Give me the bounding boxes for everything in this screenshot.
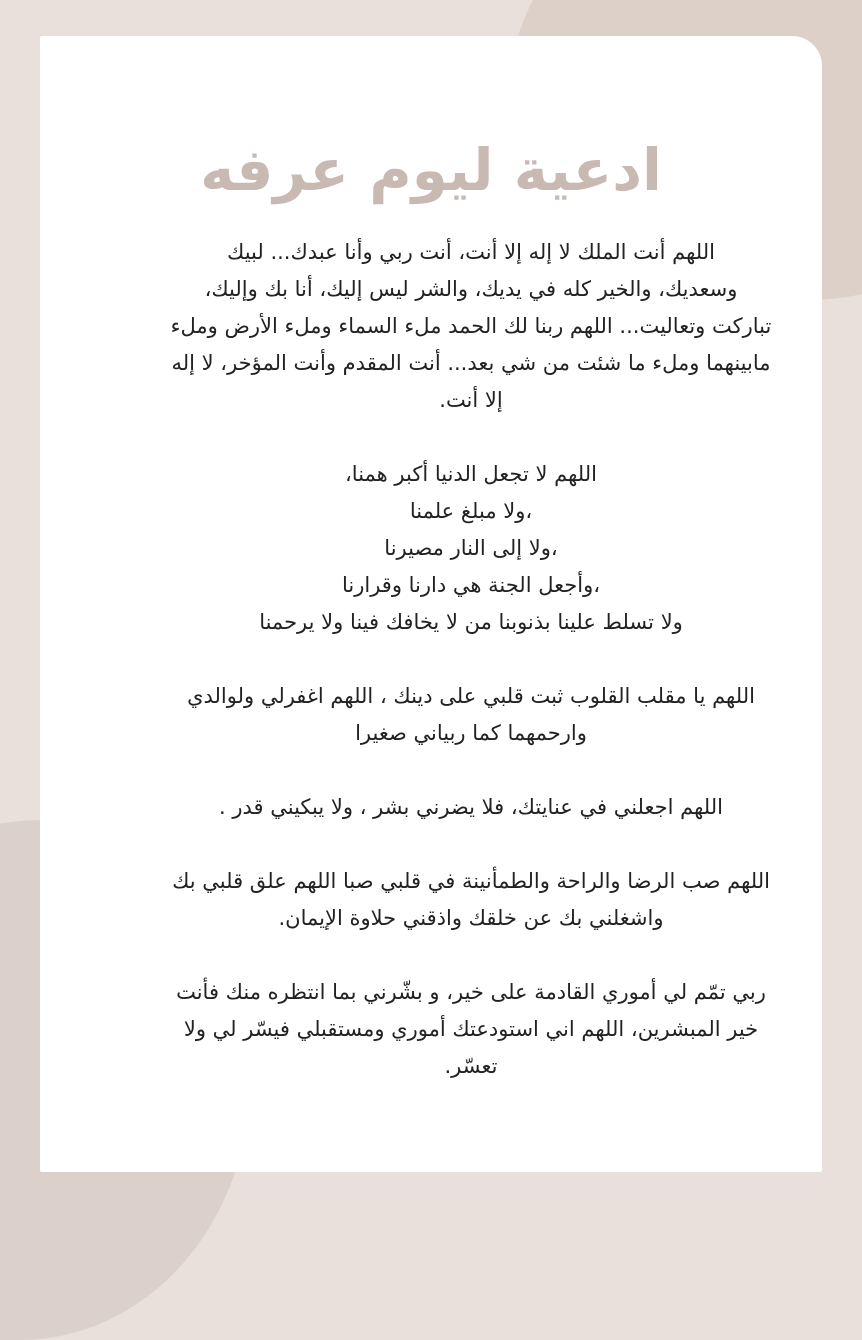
dua-paragraph-3 [130,678,812,752]
dua-content [130,234,812,1122]
text-line: خير المبشرين، اللهم اني استودعتك أموري ومستقبلي فيسّر لي ولا [183,1017,759,1041]
text-line: اللهم اجعلني في عنايتك، فلا يضرني بشر ، ولا يبكيني قدر . [219,795,723,819]
dua-paragraph-1 [130,234,812,419]
text-line: اللهم لا تجعل الدنيا أكبر همنا، [345,462,597,486]
text-line: ،وأجعل الجنة هي دارنا وقرارنا [342,573,600,597]
text-line: وسعديك، والخير كله في يديك، والشر ليس إليك، أنا بك وإليك، [204,277,738,301]
text-line: تباركت وتعاليت... اللهم ربنا لك الحمد ملء السماء وملء الأرض وملء [170,314,772,338]
text-line: إلا أنت. [439,388,503,412]
text-line: مابينهما وملء ما شئت من شي بعد... أنت المقدم وأنت المؤخر، لا إله [171,351,771,375]
text-line: ربي تمّم لي أموري القادمة على خير، و بشّرني بما انتظره منك فأنت [176,980,766,1004]
text-line: اللهم أنت الملك لا إله إلا أنت، أنت ربي وأنا عبدك... لبيك [227,240,715,264]
text-line: واشغلني بك عن خلقك واذقني حلاوة الإيمان. [278,906,664,930]
text-line: تعسّر. [444,1054,498,1078]
dua-paragraph-6 [130,974,812,1085]
page-card [40,36,822,1172]
text-line: اللهم صب الرضا والراحة والطمأنينة في قلبي صبا اللهم علق قلبي بك [172,869,770,893]
text-line: وارحمهما كما ربياني صغيرا [355,721,587,745]
dua-paragraph-4 [130,789,812,826]
text-line: ،ولا مبلغ علمنا [409,499,533,523]
dua-paragraph-2 [130,456,812,641]
dua-paragraph-5 [130,863,812,937]
text-line: ولا تسلط علينا بذنوبنا من لا يخافك فينا ولا يرحمنا [259,610,683,634]
text-line: ،ولا إلى النار مصيرنا [384,536,558,560]
text-line: اللهم يا مقلب القلوب ثبت قلبي على دينك ، اللهم اغفرلي ولوالدي [187,684,755,708]
page-title: ادعية ليوم عرفه [200,136,662,204]
